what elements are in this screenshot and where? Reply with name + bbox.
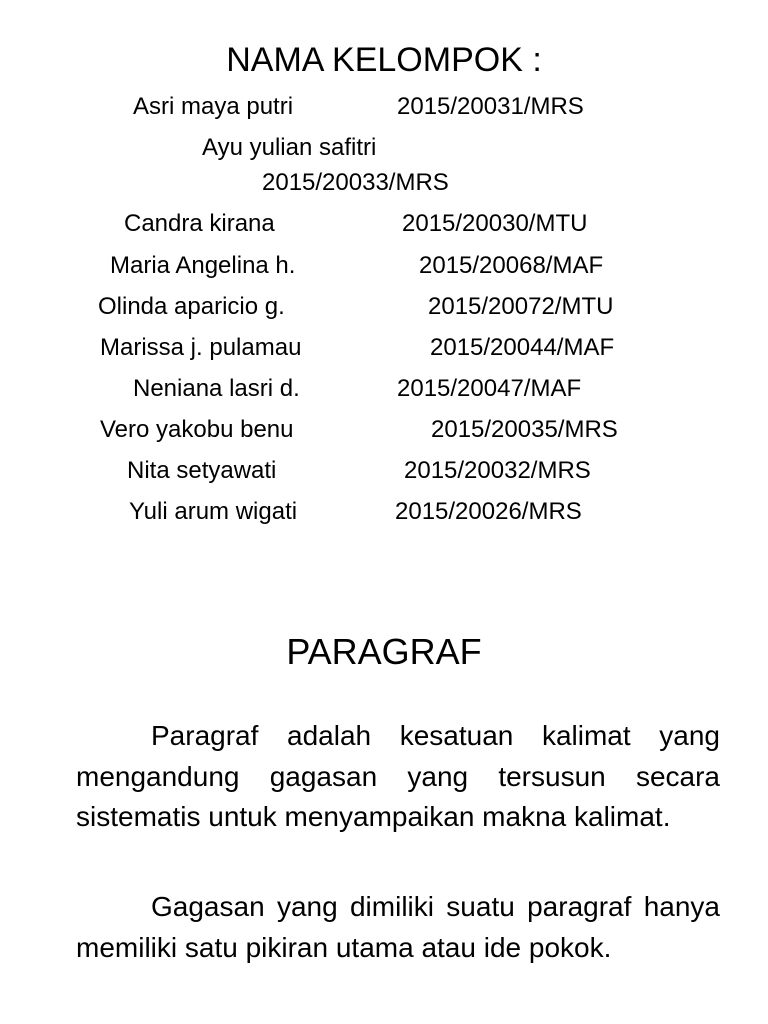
member-name: Olinda aparicio g.	[98, 293, 285, 320]
member-name: Vero yakobu benu	[100, 416, 294, 443]
group-title: NAMA KELOMPOK :	[226, 41, 542, 79]
member-id: 2015/20047/MAF	[397, 375, 582, 402]
member-id: 2015/20026/MRS	[395, 498, 582, 525]
member-name: Asri maya putri	[133, 93, 294, 120]
member-name: Marissa j. pulamau	[100, 334, 302, 361]
member-id: 2015/20044/MAF	[430, 334, 615, 361]
member-id: 2015/20030/MTU	[402, 210, 588, 237]
member-name: Candra kirana	[124, 210, 275, 237]
paragraph-definition: Paragraf adalah kesatuan kalimat yang mengandung gagasan yang tersusun secara sistematis untuk menyampaikan makna kalimat.	[76, 720, 720, 832]
member-name: Ayu yulian safitri	[202, 134, 377, 161]
member-name: Maria Angelina h.	[110, 252, 296, 279]
member-id: 2015/20068/MAF	[419, 252, 604, 279]
member-name: Yuli arum wigati	[129, 498, 298, 525]
member-id: 2015/20035/MRS	[431, 416, 618, 443]
paragraph-main-idea: Gagasan yang dimiliki suatu paragraf hanya memiliki satu pikiran utama atau ide pokok.	[76, 891, 720, 963]
member-name: Neniana lasri d.	[133, 375, 300, 402]
member-id: 2015/20031/MRS	[397, 93, 584, 120]
member-id: 2015/20032/MRS	[404, 457, 591, 484]
section-title: PARAGRAF	[286, 631, 482, 672]
member-id: 2015/20072/MTU	[428, 293, 614, 320]
member-name: Nita setyawati	[127, 457, 277, 484]
member-id: 2015/20033/MRS	[262, 169, 449, 196]
